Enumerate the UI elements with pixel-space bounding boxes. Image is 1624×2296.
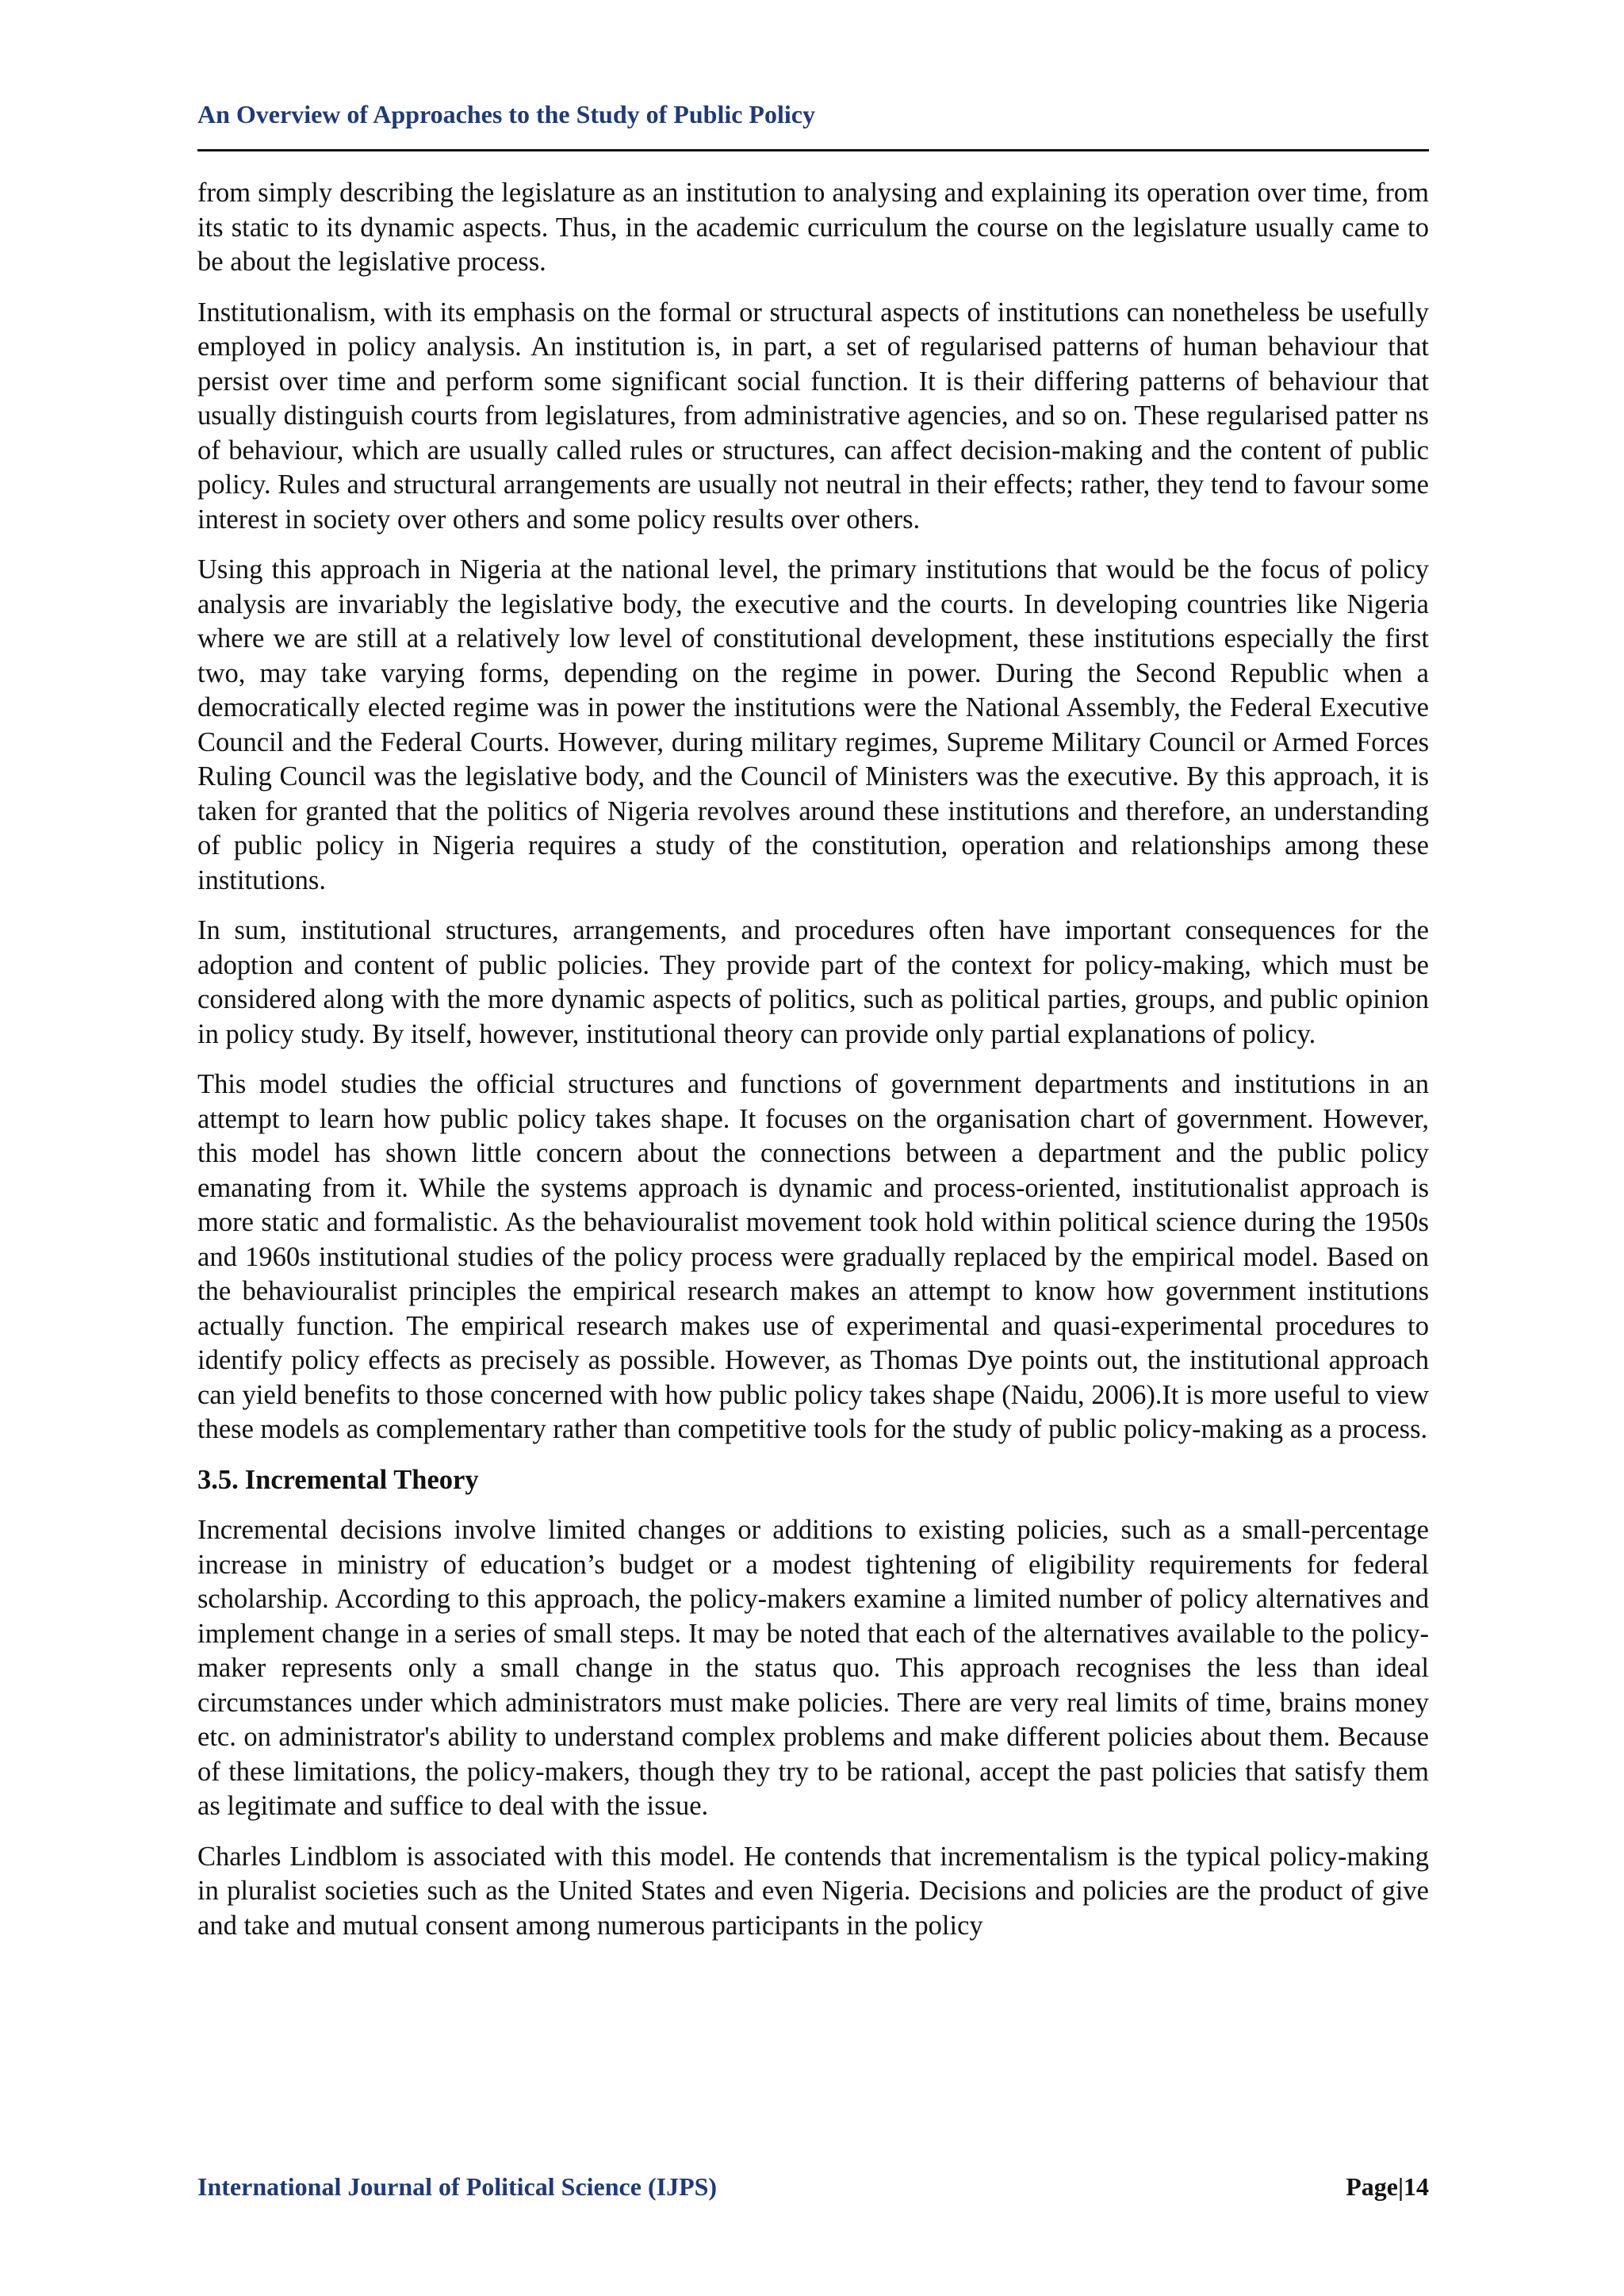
- paragraph: In sum, institutional structures, arrangements, and procedures often have important consequences for the adoption and content of public policies. They provide part of the context for policy-making, which must be considered along with the more dynamic aspects of politics, such as political parties, groups, and public opinion in policy study. By itself, however, institutional theory can provide only partial explanations of policy.: [197, 915, 1429, 1049]
- header-divider: [197, 149, 1429, 151]
- paragraph: Incremental decisions involve limited changes or additions to existing policies, such as a small-percentage increase in ministry of education’s budget or a modest tightening of eligibility requirements for federal scholarship. According to this approach, the policy-makers examine a limited number of policy alternatives and implement change in a series of small steps. It may be noted that each of the alternatives available to the policy-maker represents only a small change in the status quo. This approach recognises the less than ideal circumstances under which administrators must make policies. There are very real limits of time, brains money etc. on administrator's ability to understand complex problems and make different policies about them. Because of these limitations, the policy-makers, though they try to be rational, accept the past policies that satisfy them as legitimate and suffice to deal with the issue.: [197, 1515, 1429, 1821]
- paragraph: This model studies the official structures and functions of government departments and institutions in an attempt to learn how public policy takes shape. It focuses on the organisation chart of government. However, this model has shown little concern about the connections between a department and the public policy emanating from it. While the systems approach is dynamic and process-oriented, institutionalist approach is more static and formalistic. As the behaviouralist movement took hold within political science during the 1950s and 1960s institutional studies of the policy process were gradually replaced by the empirical model. Based on the behaviouralist principles the empirical research makes an attempt to know how government institutions actually function. The empirical research makes use of experimental and quasi-experimental procedures to identify policy effects as precisely as possible. However, as Thomas Dye points out, the institutional approach can yield benefits to those concerned with how public policy takes shape (Naidu, 2006).It is more useful to view these models as complementary rather than competitive tools for the study of public policy-making as a process.: [197, 1069, 1429, 1444]
- paragraph: from simply describing the legislature as an institution to analysing and explaining its operation over time, from its static to its dynamic aspects. Thus, in the academic curriculum the course on the legislature usually came to be about the legislative process.: [197, 178, 1429, 277]
- section-number: 3.5.: [197, 1464, 239, 1495]
- running-footer: [197, 2169, 1429, 2204]
- section-heading: [197, 1463, 1429, 1498]
- page-number: Page|14: [1346, 2172, 1429, 2201]
- running-header: An Overview of Approaches to the Study of Public Policy: [197, 100, 815, 128]
- article-body: [197, 176, 1429, 1959]
- section-title: Incremental Theory: [244, 1464, 479, 1495]
- paragraph: Using this approach in Nigeria at the national level, the primary institutions that would be the focus of policy analysis are invariably the legislative body, the executive and the courts. In developing countries like Nigeria where we are still at a relatively low level of constitutional development, these institutions especially the first two, may take varying forms, depending on the regime in power. During the Second Republic when a democratically elected regime was in power the institutions were the National Assembly, the Federal Executive Council and the Federal Courts. However, during military regimes, Supreme Military Council or Armed Forces Ruling Council was the legislative body, and the Council of Ministers was the executive. By this approach, it is taken for granted that the politics of Nigeria revolves around these institutions and therefore, an understanding of public policy in Nigeria requires a study of the constitution, operation and relationships among these institutions.: [197, 554, 1429, 895]
- footer-journal-name: International Journal of Political Science (IJPS): [197, 2172, 718, 2201]
- paragraph: Charles Lindblom is associated with this model. He contends that incrementalism is the typical policy-making in pluralist societies such as the United States and even Nigeria. Decisions and policies are the product of give and take and mutual consent among numerous participants in the policy: [197, 1841, 1429, 1941]
- paragraph: Institutionalism, with its emphasis on the formal or structural aspects of institutions can nonetheless be usefully employed in policy analysis. An institution is, in part, a set of regularised patterns of human behaviour that persist over time and perform some significant social function. It is their differing patterns of behaviour that usually distinguish courts from legislatures, from administrative agencies, and so on. These regularised patter ns of behaviour, which are usually called rules or structures, can affect decision-making and the content of public policy. Rules and structural arrangements are usually not neutral in their effects; rather, they tend to favour some interest in society over others and some policy results over others.: [197, 297, 1429, 535]
